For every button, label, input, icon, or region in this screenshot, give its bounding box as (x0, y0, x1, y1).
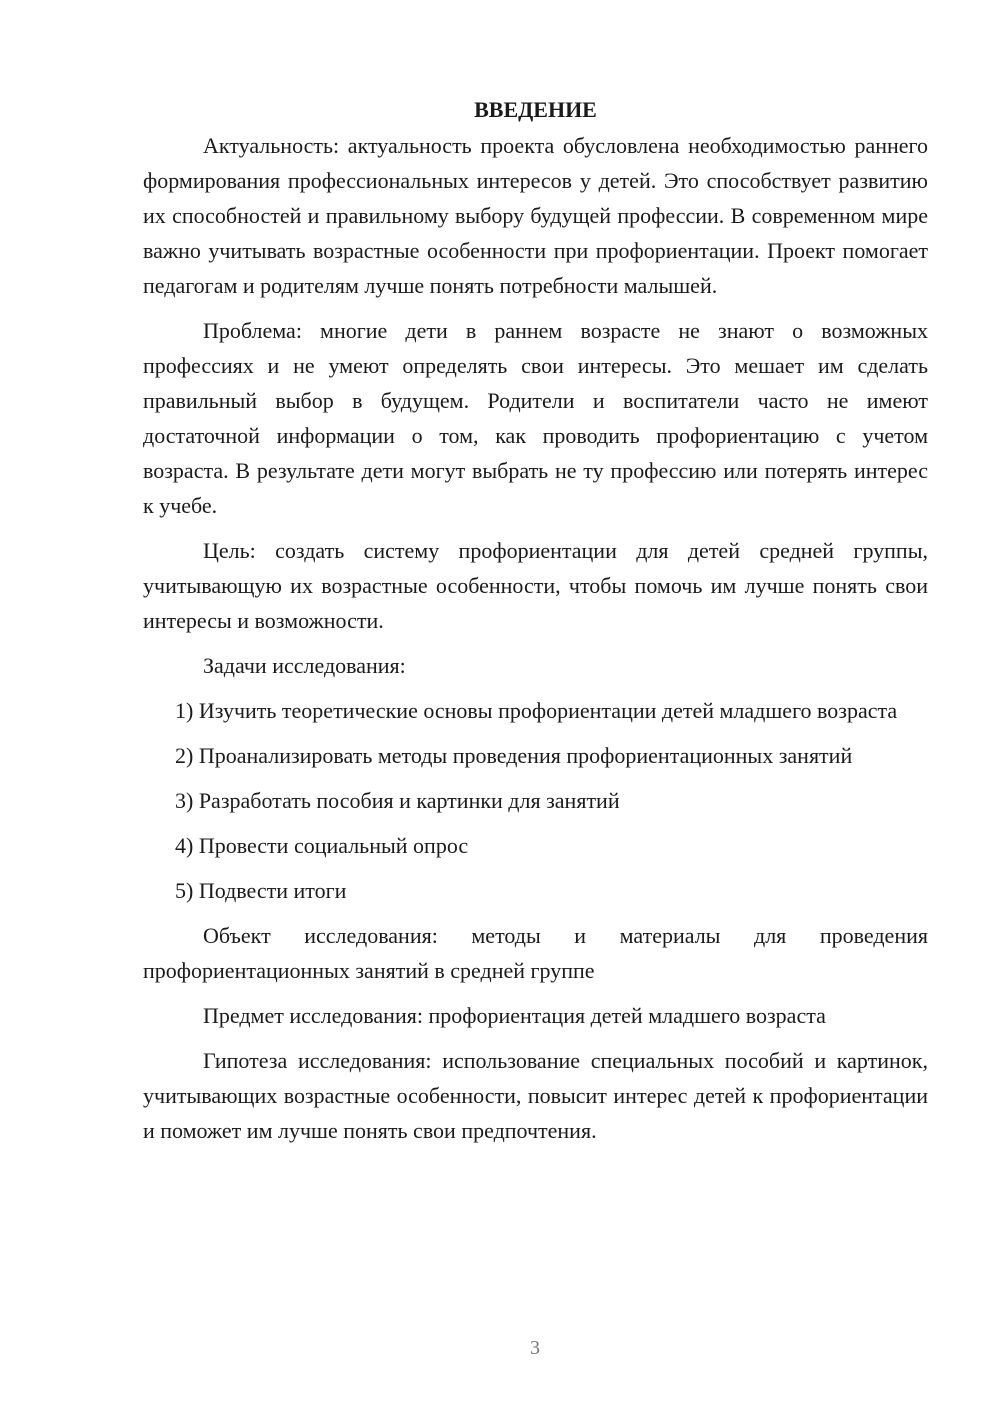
task-item-1: 1) Изучить теоретические основы профориентации детей младшего возраста (175, 698, 898, 723)
page-title: ВВЕДЕНИЕ (474, 97, 597, 122)
task-item-2: 2) Проанализировать методы проведения профориентационных занятий (175, 743, 853, 768)
paragraph-hypothesis: Гипотеза исследования: использование специальных пособий и картинок, учитывающих возрастные особенности, повысит интерес детей к профориентации и поможет им лучше понять свои предпочтения. (143, 1048, 928, 1143)
page-number: 3 (530, 1337, 540, 1359)
paragraph-goal: Цель: создать систему профориентации для детей средней группы, учитывающую их возрастные особенности, чтобы помочь им лучше понять свои интересы и возможности. (143, 538, 928, 633)
page-content (143, 92, 928, 1158)
paragraph-relevance: Актуальность: актуальность проекта обусловлена необходимостью раннего формирования профессиональных интересов у детей. Это способствует развитию их способностей и правильному выбору будущей профессии. В современном мире важно учитывать возрастные особенности при профориентации. Проект помогает педагогам и родителям лучше понять потребности малышей. (143, 133, 928, 298)
task-item-4: 4) Провести социальный опрос (175, 833, 469, 858)
task-item-5: 5) Подвести итоги (175, 878, 347, 903)
task-item-3: 3) Разработать пособия и картинки для занятий (175, 788, 620, 813)
paragraph-object: Объект исследования: методы и материалы для проведения профориентационных занятий в средней группе (143, 923, 928, 983)
tasks-heading: Задачи исследования: (203, 653, 406, 678)
paragraph-problem: Проблема: многие дети в раннем возрасте не знают о возможных профессиях и не умеют определять свои интересы. Это мешает им сделать правильный выбор в будущем. Родители и воспитатели часто не имеют достаточной информации о том, как проводить профориентацию с учетом возраста. В результате дети могут выбрать не ту профессию или потерять интерес к учебе. (143, 318, 928, 518)
paragraph-subject: Предмет исследования: профориентация детей младшего возраста (203, 1003, 826, 1028)
